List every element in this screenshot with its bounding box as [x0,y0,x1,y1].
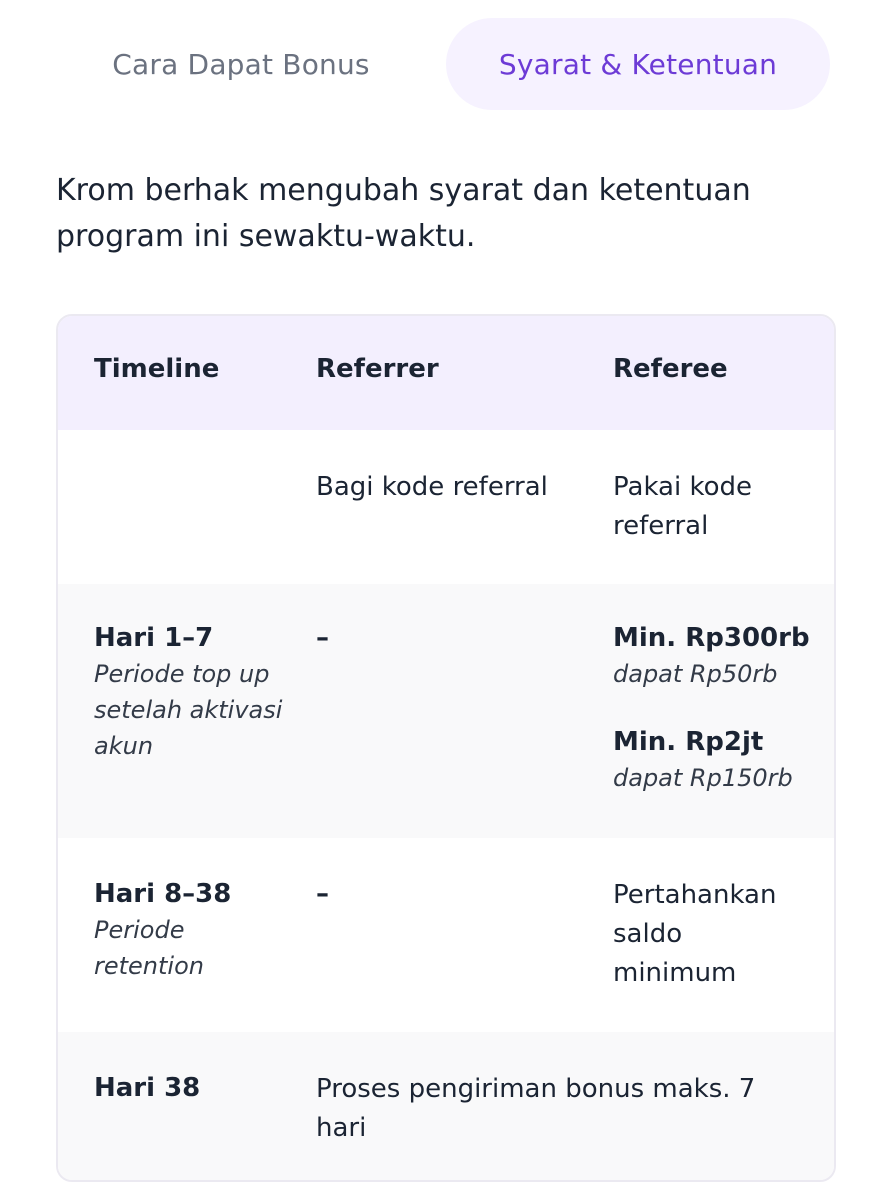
terms-table [56,314,836,1182]
timeline-title: Hari 1–7 [94,623,214,653]
referee-cell [613,620,833,796]
tab-syarat-ketentuan[interactable]: Syarat & Ketentuan [446,18,830,110]
timeline-subtitle: Periode top up setelah aktivasi akun [94,660,283,760]
referee-tier-title: Min. Rp300rb [613,623,810,653]
referee-cell: Pertahankan saldo minimum [613,880,777,988]
timeline-cell [94,876,304,984]
referrer-cell: – [316,879,329,909]
timeline-title: Hari 8–38 [94,879,232,909]
referee-tier-reward: dapat Rp50rb [613,660,778,688]
referee-tier-reward: dapat Rp150rb [613,764,793,792]
table-row [58,838,834,1032]
table-header-row [58,316,834,430]
table-row [58,1032,834,1182]
terms-intro-text: Krom berhak mengubah syarat dan ketentuan program ini sewaktu-waktu. [56,173,751,254]
tab-bar [56,18,832,110]
referee-cell: Pakai kode referral [613,472,753,541]
timeline-subtitle: Periode retention [94,916,204,980]
header-referee: Referee [613,354,728,384]
header-timeline: Timeline [94,354,220,384]
timeline-cell [94,620,304,764]
referee-tier-title: Min. Rp2jt [613,727,764,757]
table-row [58,430,834,584]
merged-cell: Proses pengiriman bonus maks. 7 hari [316,1074,756,1143]
header-referrer: Referrer [316,354,439,384]
tab-cara-dapat-bonus[interactable]: Cara Dapat Bonus [112,47,370,81]
timeline-title: Hari 38 [94,1073,201,1103]
referrer-cell: – [316,623,329,653]
referrer-cell: Bagi kode referral [316,472,548,502]
table-row [58,584,834,838]
